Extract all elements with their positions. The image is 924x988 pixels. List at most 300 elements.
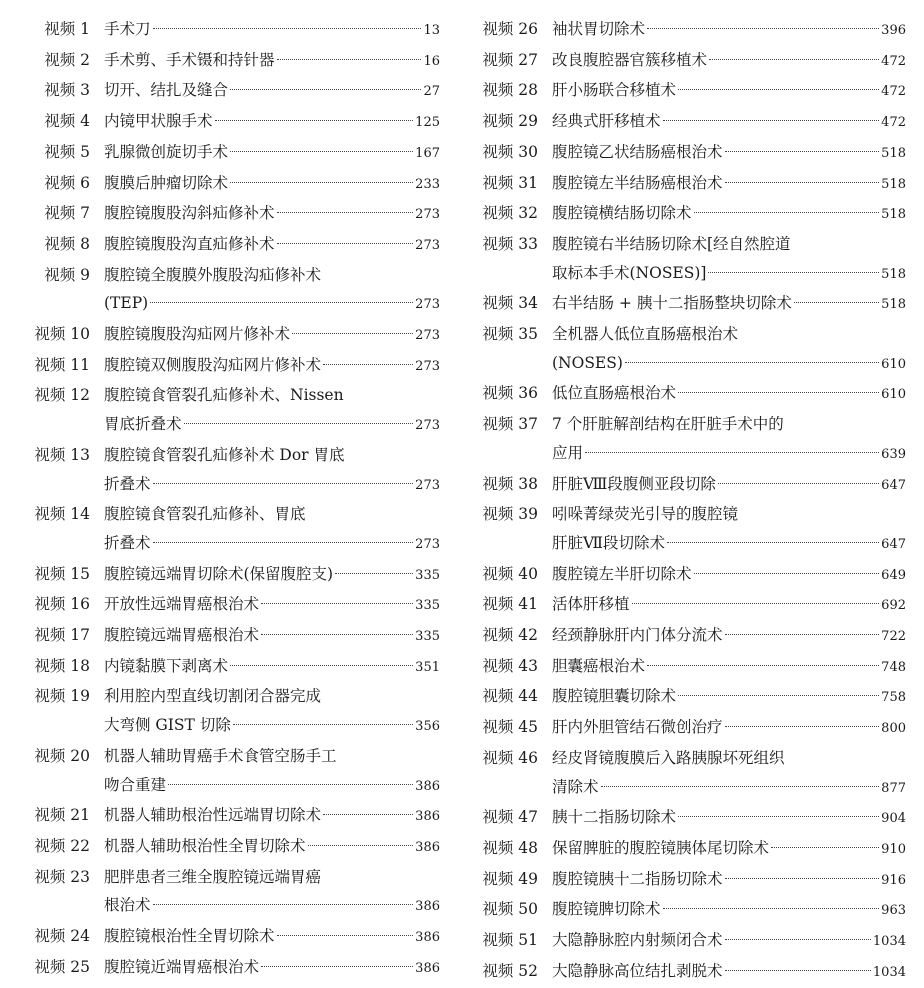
- page-number: 335: [415, 598, 440, 614]
- video-label: 视频 3: [44, 81, 90, 100]
- dot-leader: [230, 89, 421, 90]
- video-entry[interactable]: [462, 682, 906, 713]
- video-title-text: 肝脏Ⅷ段腹侧亚段切除: [552, 474, 716, 493]
- video-title-text: 经颈静脉肝内门体分流术: [552, 626, 723, 645]
- video-title-block: [552, 470, 906, 501]
- dot-leader: [215, 120, 414, 121]
- video-entry[interactable]: [20, 230, 440, 261]
- video-label: 视频 31: [482, 173, 538, 192]
- page-number: 518: [881, 297, 906, 313]
- page-number: 904: [881, 811, 906, 827]
- dot-leader: [794, 302, 879, 303]
- video-title-line: [104, 500, 440, 529]
- video-label: 视频 12: [34, 386, 90, 405]
- video-label: 视频 29: [482, 112, 538, 131]
- dot-leader: [771, 847, 879, 848]
- video-title-block: [552, 744, 906, 803]
- video-entry[interactable]: [462, 230, 906, 289]
- video-title-line: [104, 832, 440, 863]
- page-number: 472: [881, 53, 906, 69]
- dot-leader: [718, 483, 879, 484]
- video-entry[interactable]: [462, 169, 906, 200]
- video-title-block: [104, 169, 440, 200]
- video-entry[interactable]: [20, 832, 440, 863]
- page-number: 1034: [872, 934, 906, 950]
- video-title-block: [552, 199, 906, 230]
- video-label: 视频 44: [482, 687, 538, 706]
- page-number: 125: [415, 115, 440, 131]
- video-entry[interactable]: [462, 46, 906, 77]
- video-title-text: 折叠术: [104, 533, 151, 552]
- page-number: 27: [423, 84, 440, 100]
- video-title-text: 腹腔镜左半结肠癌根治术: [552, 173, 723, 192]
- video-title-line: [552, 259, 906, 290]
- video-title-block: [552, 46, 906, 77]
- video-label: 视频 13: [34, 445, 90, 464]
- dot-leader: [230, 182, 413, 183]
- video-entry[interactable]: [20, 560, 440, 591]
- video-title-line: [104, 560, 440, 591]
- page-number: 916: [881, 872, 906, 888]
- page-number: 273: [415, 207, 440, 223]
- page-number: 910: [881, 841, 906, 857]
- video-entry[interactable]: [462, 652, 906, 683]
- video-entry[interactable]: [462, 410, 906, 469]
- video-label: 视频 35: [482, 325, 538, 344]
- video-title-line: [104, 289, 440, 320]
- video-title-block: [552, 230, 906, 289]
- video-label: 视频 10: [34, 325, 90, 344]
- video-title-line: [104, 261, 440, 290]
- page-number: 351: [415, 659, 440, 675]
- video-title-text: 腹腔镜近端胃癌根治术: [104, 957, 260, 976]
- video-title-block: [552, 500, 906, 559]
- dot-leader: [678, 695, 879, 696]
- video-title-line: [104, 711, 440, 742]
- dot-leader: [153, 904, 414, 905]
- video-title-line: [104, 199, 440, 230]
- video-title-block: [552, 621, 906, 652]
- video-label: 视频 23: [34, 867, 90, 886]
- video-entry[interactable]: [20, 138, 440, 169]
- video-title-text: 袖状胃切除术: [552, 20, 646, 38]
- video-title-block: [104, 652, 440, 683]
- video-title-line: [552, 46, 906, 77]
- video-label: 视频 30: [482, 142, 538, 161]
- video-title-block: [552, 895, 906, 926]
- video-title-text: 腹腔镜胆囊切除术: [552, 687, 677, 706]
- video-title-block: [552, 713, 906, 744]
- dot-leader: [277, 59, 422, 60]
- page-number: 722: [881, 629, 906, 645]
- video-title-block: [104, 560, 440, 591]
- page-number: 647: [881, 477, 906, 493]
- video-label: 视频 52: [482, 961, 538, 980]
- video-label: 视频 9: [44, 265, 90, 284]
- dot-leader: [601, 786, 880, 787]
- video-title-block: [104, 76, 440, 107]
- video-title-text: 低位直肠癌根治术: [552, 384, 677, 403]
- video-label: 视频 49: [482, 869, 538, 888]
- page-number: 273: [415, 477, 440, 493]
- page-number: 748: [881, 659, 906, 675]
- video-title-line: [104, 922, 440, 953]
- video-label: 视频 46: [482, 748, 538, 767]
- dot-leader: [153, 542, 414, 543]
- dot-leader: [663, 908, 880, 909]
- video-entry[interactable]: [462, 590, 906, 621]
- video-title-line: [552, 773, 906, 804]
- video-title-line: [552, 138, 906, 169]
- page-number: 472: [881, 84, 906, 100]
- video-title-line: [552, 470, 906, 501]
- video-title-block: [552, 682, 906, 713]
- video-title-text: 肝脏Ⅶ段切除术: [552, 533, 666, 552]
- video-entry[interactable]: [20, 320, 440, 351]
- page-number: 610: [881, 356, 906, 372]
- dot-leader: [261, 634, 413, 635]
- video-label: 视频 36: [482, 384, 538, 403]
- page-number: 335: [415, 567, 440, 583]
- page-number: 963: [881, 903, 906, 919]
- page-number: 13: [423, 23, 440, 38]
- video-entry[interactable]: [462, 379, 906, 410]
- dot-leader: [694, 212, 880, 213]
- video-title-block: [552, 138, 906, 169]
- page-number: 518: [881, 176, 906, 192]
- video-entry[interactable]: [20, 381, 440, 440]
- dot-leader: [261, 603, 413, 604]
- video-title-text: 胰十二指肠切除术: [552, 808, 677, 827]
- video-title-text: 腹腔镜双侧腹股沟疝网片修补术: [104, 355, 322, 374]
- video-title-text: 胃底折叠术: [104, 415, 182, 434]
- video-title-line: [552, 957, 906, 988]
- video-title-text: 活体肝移植: [552, 595, 630, 614]
- video-entry[interactable]: [462, 15, 906, 46]
- video-title-text: 折叠术: [104, 474, 151, 493]
- video-entry[interactable]: [462, 138, 906, 169]
- video-label: 视频 16: [34, 595, 90, 614]
- video-title-line: [552, 410, 906, 439]
- page-number: 273: [415, 358, 440, 374]
- video-title-text: 腹腔镜腹股沟疝网片修补术: [104, 325, 291, 344]
- dot-leader: [708, 272, 879, 273]
- video-title-block: [552, 107, 906, 138]
- dot-leader: [323, 814, 413, 815]
- video-entry[interactable]: [462, 621, 906, 652]
- dot-leader: [153, 483, 414, 484]
- video-entry[interactable]: [20, 590, 440, 621]
- page-number: 16: [423, 53, 440, 69]
- video-title-text: 手术刀: [104, 20, 151, 38]
- video-title-line: [104, 138, 440, 169]
- dot-leader: [308, 845, 414, 846]
- video-label: 视频 47: [482, 808, 538, 827]
- video-title-line: [552, 169, 906, 200]
- page-number: 396: [881, 23, 906, 38]
- video-title-block: [104, 107, 440, 138]
- video-title-text: 腹腔镜脾切除术: [552, 900, 661, 919]
- video-title-block: [104, 922, 440, 953]
- page-number: 800: [881, 721, 906, 737]
- video-title-line: [552, 199, 906, 230]
- dot-leader: [663, 120, 880, 121]
- page-number: 273: [415, 297, 440, 313]
- page-number: 273: [415, 237, 440, 253]
- video-title-text: (NOSES): [552, 353, 623, 372]
- video-entry[interactable]: [462, 76, 906, 107]
- dot-leader: [647, 28, 879, 29]
- video-title-block: [104, 351, 440, 382]
- video-entry[interactable]: [20, 107, 440, 138]
- video-title-text: 吻合重建: [104, 775, 167, 794]
- video-label: 视频 42: [482, 626, 538, 645]
- video-title-text: 肝小肠联合移植术: [552, 81, 677, 100]
- video-title-line: [104, 230, 440, 261]
- video-title-block: [104, 953, 440, 984]
- video-entry[interactable]: [20, 15, 440, 46]
- video-title-block: [104, 15, 440, 46]
- video-entry[interactable]: [462, 500, 906, 559]
- video-title-line: [104, 320, 440, 351]
- video-entry[interactable]: [462, 107, 906, 138]
- video-title-line: [104, 441, 440, 470]
- video-entry[interactable]: [20, 169, 440, 200]
- video-label: 视频 20: [34, 746, 90, 765]
- video-entry[interactable]: [20, 261, 440, 320]
- video-label: 视频 17: [34, 626, 90, 645]
- page-number: 386: [415, 839, 440, 855]
- video-entry[interactable]: [20, 351, 440, 382]
- page-number: 518: [881, 266, 906, 282]
- video-title-line: [104, 15, 440, 46]
- page-number: 386: [415, 809, 440, 825]
- page-number: 758: [881, 690, 906, 706]
- video-label: 视频 38: [482, 474, 538, 493]
- video-title-line: [552, 803, 906, 834]
- video-title-line: [552, 15, 906, 46]
- video-label: 视频 33: [482, 234, 538, 253]
- video-label: 视频 34: [482, 294, 538, 313]
- video-label: 视频 5: [44, 142, 90, 161]
- video-label: 视频 4: [44, 112, 90, 131]
- video-entry[interactable]: [462, 803, 906, 834]
- video-entry[interactable]: [20, 922, 440, 953]
- dot-leader: [678, 392, 879, 393]
- video-entry[interactable]: [20, 742, 440, 801]
- video-entry[interactable]: [20, 199, 440, 230]
- dot-leader: [625, 362, 879, 363]
- video-title-line: [552, 652, 906, 683]
- video-title-block: [552, 320, 906, 379]
- video-entry[interactable]: [20, 441, 440, 500]
- video-title-block: [552, 926, 906, 957]
- video-title-line: [552, 289, 906, 320]
- page-number: 273: [415, 418, 440, 434]
- video-title-text: 机器人辅助根治性远端胃切除术: [104, 806, 322, 825]
- video-label: 视频 24: [34, 927, 90, 946]
- video-title-line: [552, 529, 906, 560]
- video-title-block: [552, 803, 906, 834]
- video-label: 视频 41: [482, 595, 538, 614]
- dot-leader: [725, 939, 871, 940]
- page-number: 273: [415, 536, 440, 552]
- video-entry[interactable]: [462, 713, 906, 744]
- video-title-block: [552, 169, 906, 200]
- video-title-text: 腹腔镜左半肝切除术: [552, 564, 692, 583]
- video-title-line: [552, 713, 906, 744]
- video-title-text: 手术剪、手术镊和持针器: [104, 50, 275, 69]
- video-title-line: [104, 590, 440, 621]
- video-title-line: [104, 891, 440, 922]
- video-title-line: [104, 682, 440, 711]
- video-title-text: 开放性远端胃癌根治术: [104, 595, 260, 614]
- video-label: 视频 14: [34, 505, 90, 524]
- video-title-line: [104, 801, 440, 832]
- video-title-line: [552, 107, 906, 138]
- video-title-line: [104, 742, 440, 771]
- video-entry[interactable]: [462, 744, 906, 803]
- dot-leader: [694, 573, 880, 574]
- page-number: 1034: [872, 964, 906, 980]
- video-title-line: [104, 863, 440, 892]
- dot-leader: [725, 726, 880, 727]
- page-number: 518: [881, 145, 906, 161]
- video-title-block: [552, 957, 906, 988]
- dot-leader: [184, 423, 414, 424]
- video-title-text: 清除术: [552, 777, 599, 796]
- video-entry[interactable]: [20, 652, 440, 683]
- video-title-line: [552, 320, 906, 349]
- video-label: 视频 40: [482, 564, 538, 583]
- page-number: 167: [415, 145, 440, 161]
- video-title-line: [104, 652, 440, 683]
- video-title-line: [552, 230, 906, 259]
- video-entry[interactable]: [462, 199, 906, 230]
- video-title-block: [552, 410, 906, 469]
- page-number: 233: [415, 176, 440, 192]
- video-label: 视频 50: [482, 900, 538, 919]
- video-title-text: 大弯侧 GIST 切除: [104, 716, 231, 735]
- video-title-text: 腹腔镜横结肠切除术: [552, 204, 692, 223]
- dot-leader: [709, 59, 879, 60]
- video-entry[interactable]: [462, 320, 906, 379]
- dot-leader: [233, 724, 413, 725]
- video-title-line: [552, 349, 906, 380]
- video-title-text: 全机器人低位直肠癌根治术: [552, 325, 739, 344]
- video-entry[interactable]: [462, 957, 906, 988]
- video-label: 视频 18: [34, 656, 90, 675]
- video-title-text: 改良腹腔器官簇移植术: [552, 50, 708, 69]
- video-title-block: [104, 590, 440, 621]
- video-title-line: [552, 865, 906, 896]
- video-title-text: 腹腔镜食管裂孔疝修补术、Nissen: [104, 386, 344, 405]
- video-title-block: [552, 15, 906, 46]
- video-title-text: 肝内外胆管结石微创治疗: [552, 718, 723, 737]
- video-label: 视频 21: [34, 806, 90, 825]
- video-title-line: [552, 682, 906, 713]
- video-title-line: [104, 529, 440, 560]
- video-entry[interactable]: [20, 682, 440, 741]
- dot-leader: [725, 970, 871, 971]
- video-title-line: [552, 590, 906, 621]
- video-title-text: 胆囊癌根治术: [552, 656, 646, 675]
- video-label: 视频 8: [44, 234, 90, 253]
- video-entry[interactable]: [462, 560, 906, 591]
- video-entry[interactable]: [20, 76, 440, 107]
- video-entry[interactable]: [20, 953, 440, 984]
- video-entry[interactable]: [20, 500, 440, 559]
- video-title-line: [104, 46, 440, 77]
- video-label: 视频 15: [34, 564, 90, 583]
- video-title-block: [104, 441, 440, 500]
- video-label: 视频 25: [34, 957, 90, 976]
- dot-leader: [153, 28, 422, 29]
- video-title-block: [104, 621, 440, 652]
- video-list-right-column: [462, 15, 906, 980]
- video-title-text: (TEP): [104, 294, 149, 313]
- page-number: 610: [881, 387, 906, 403]
- video-title-text: 应用: [552, 443, 584, 462]
- video-entry[interactable]: [462, 834, 906, 865]
- video-title-line: [104, 381, 440, 410]
- page-number: 386: [415, 778, 440, 794]
- video-title-text: 保留脾脏的腹腔镜胰体尾切除术: [552, 838, 770, 857]
- video-entry[interactable]: [462, 895, 906, 926]
- video-label: 视频 28: [482, 81, 538, 100]
- video-title-line: [552, 744, 906, 773]
- video-title-text: 腹腔镜食管裂孔疝修补、胃底: [104, 505, 306, 524]
- video-title-line: [104, 107, 440, 138]
- dot-leader: [230, 665, 413, 666]
- video-title-block: [552, 76, 906, 107]
- video-title-block: [552, 652, 906, 683]
- video-title-block: [104, 801, 440, 832]
- video-entry[interactable]: [462, 926, 906, 957]
- video-title-block: [104, 381, 440, 440]
- video-label: 视频 39: [482, 505, 538, 524]
- video-title-block: [104, 230, 440, 261]
- dot-leader: [678, 816, 879, 817]
- video-entry[interactable]: [462, 865, 906, 896]
- video-title-line: [552, 834, 906, 865]
- video-label: 视频 26: [482, 20, 538, 38]
- video-title-text: 腹腔镜胰十二指肠切除术: [552, 869, 723, 888]
- video-label: 视频 43: [482, 656, 538, 675]
- video-title-block: [104, 682, 440, 741]
- dot-leader: [725, 182, 880, 183]
- video-label: 视频 22: [34, 836, 90, 855]
- video-title-block: [104, 500, 440, 559]
- video-title-line: [104, 953, 440, 984]
- video-entry[interactable]: [20, 801, 440, 832]
- video-title-line: [104, 76, 440, 107]
- video-title-text: 经皮肾镜腹膜后入路胰腺坏死组织: [552, 748, 785, 767]
- video-entry[interactable]: [20, 621, 440, 652]
- video-entry[interactable]: [462, 470, 906, 501]
- dot-leader: [725, 878, 880, 879]
- dot-leader: [277, 212, 414, 213]
- video-entry[interactable]: [462, 289, 906, 320]
- video-title-line: [552, 895, 906, 926]
- video-entry[interactable]: [20, 863, 440, 922]
- video-label: 视频 27: [482, 50, 538, 69]
- video-title-line: [552, 500, 906, 529]
- video-label: 视频 48: [482, 838, 538, 857]
- video-title-line: [552, 560, 906, 591]
- video-entry[interactable]: [20, 46, 440, 77]
- dot-leader: [632, 603, 880, 604]
